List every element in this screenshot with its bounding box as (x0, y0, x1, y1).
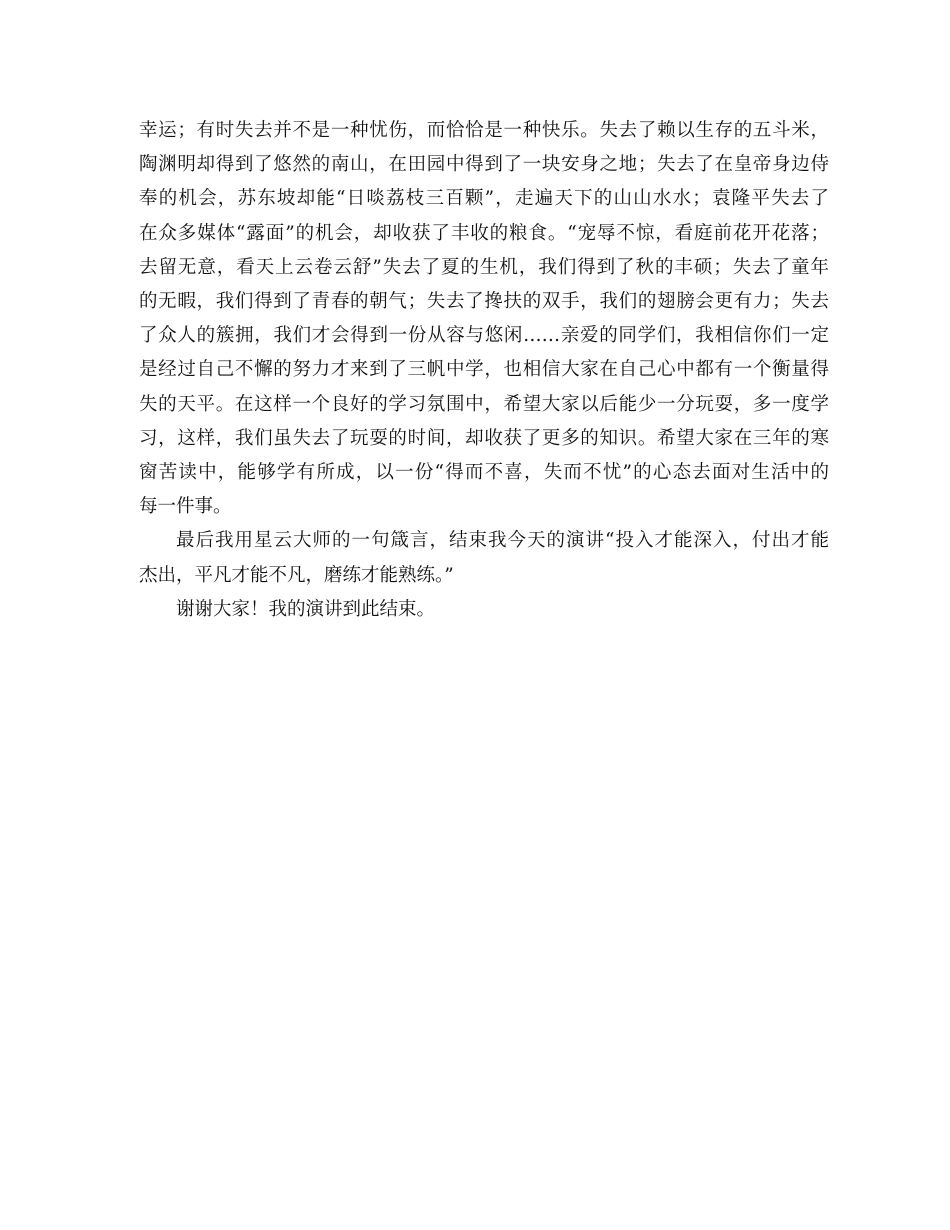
text-line: 陶渊明却得到了悠然的南山，在田园中得到了一块安身之地；失去了在皇帝身边侍 (139, 154, 829, 176)
text-line: 在众多媒体“露面”的机会，却收获了丰收的粮食。“宠辱不惊，看庭前花开花落； (139, 222, 829, 244)
text-line: 谢谢大家！我的演讲到此结束。 (176, 598, 436, 620)
text-line: 习，这样，我们虽失去了玩耍的时间，却收获了更多的知识。希望大家在三年的寒 (139, 427, 829, 449)
text-line: 了众人的簇拥，我们才会得到一份从容与悠闲……亲爱的同学们，我相信你们一定 (139, 325, 829, 347)
text-line: 幸运；有时失去并不是一种忧伤，而恰恰是一种快乐。失去了赖以生存的五斗米， (139, 120, 829, 141)
text-line: 窗苦读中，能够学有所成，以一份“得而不喜，失而不忧”的心态去面对生活中的 (139, 462, 829, 484)
text-line: 最后我用星云大师的一句箴言，结束我今天的演讲“投入才能深入，付出才能 (176, 530, 829, 552)
text-line: 是经过自己不懈的努力才来到了三帆中学，也相信大家在自己心中都有一个衡量得 (139, 359, 829, 381)
text-line: 的无暇，我们得到了青春的朝气；失去了搀扶的双手，我们的翅膀会更有力；失去 (139, 291, 829, 313)
text-line: 失的天平。在这样一个良好的学习氛围中，希望大家以后能少一分玩耍，多一度学 (139, 393, 829, 415)
text-line: 去留无意，看天上云卷云舒”失去了夏的生机，我们得到了秋的丰硕；失去了童年 (139, 256, 829, 278)
text-line: 奉的机会，苏东坡却能“日啖荔枝三百颗”，走遍天下的山山水水；袁隆平失去了 (139, 188, 829, 210)
text-line: 每一件事。 (139, 496, 232, 518)
paragraph-1 (139, 114, 829, 524)
paragraph-2 (139, 524, 829, 592)
document-body (139, 114, 829, 627)
text-line: 杰出，平凡才能不凡，磨练才能熟练。” (139, 564, 454, 586)
paragraph-3 (139, 593, 829, 627)
